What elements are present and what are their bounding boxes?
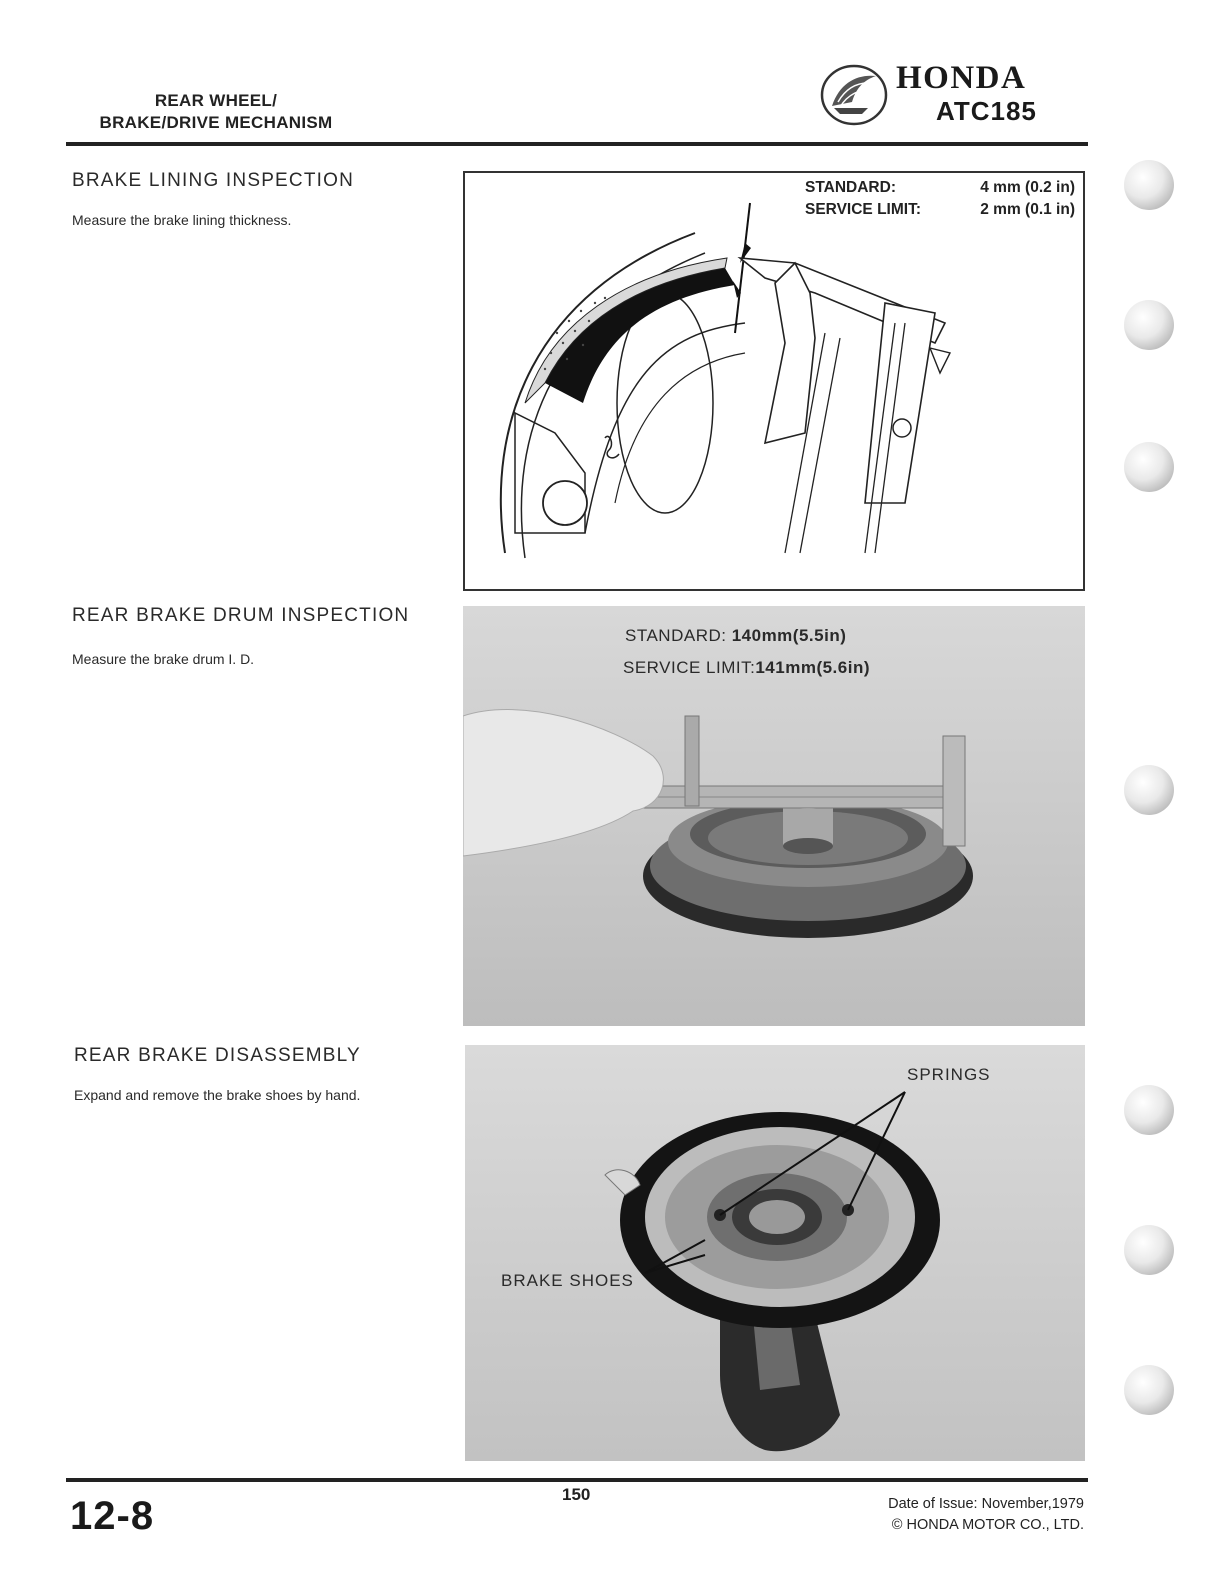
spec-value: 2 mm (0.1 in) <box>980 201 1075 218</box>
spec-label: SERVICE LIMIT: <box>805 201 921 218</box>
binder-hole-icon <box>1124 442 1174 492</box>
model-name: ATC185 <box>936 96 1037 126</box>
lining-spec-standard <box>805 177 1081 199</box>
brake-lining-heading: BRAKE LINING INSPECTION <box>72 170 355 191</box>
binder-hole-icon <box>1124 1225 1174 1275</box>
lining-spec-box <box>805 177 1081 221</box>
binder-hole-icon <box>1124 1365 1174 1415</box>
brake-shoes-callout: BRAKE SHOES <box>501 1271 634 1290</box>
lining-spec-limit <box>805 199 1081 221</box>
drum-limit-value: 141mm(5.6in) <box>755 658 871 677</box>
brake-disassembly-photo <box>465 1045 1085 1461</box>
footer-divider <box>66 1478 1088 1482</box>
issue-info <box>800 1494 1084 1536</box>
section-title <box>66 90 366 134</box>
honda-wing-logo-icon <box>818 62 890 128</box>
issue-date: Date of Issue: November,1979 <box>888 1496 1084 1512</box>
header-divider <box>66 142 1088 146</box>
brake-drum-photo <box>463 606 1085 1026</box>
binder-hole-icon <box>1124 1085 1174 1135</box>
page-code: 12-8 <box>70 1494 155 1538</box>
section-title-line2: BRAKE/DRIVE MECHANISM <box>99 113 333 132</box>
drum-limit-label: SERVICE LIMIT: <box>623 658 756 677</box>
page-number: 150 <box>562 1485 591 1504</box>
springs-callout: SPRINGS <box>907 1065 991 1084</box>
brake-drum-text: Measure the brake drum I. D. <box>72 651 255 667</box>
spec-value: 4 mm (0.2 in) <box>980 179 1075 196</box>
spec-label: STANDARD: <box>805 179 896 196</box>
brake-disassembly-text: Expand and remove the brake shoes by hand. <box>74 1087 361 1103</box>
brake-lining-text: Measure the brake lining thickness. <box>72 212 292 228</box>
binder-hole-icon <box>1124 160 1174 210</box>
brake-drum-heading: REAR BRAKE DRUM INSPECTION <box>72 605 410 626</box>
drum-limit-caption <box>623 658 870 678</box>
section-title-line1: REAR WHEEL/ <box>154 91 278 110</box>
brake-lining-illustration <box>463 171 1085 591</box>
brand-name: HONDA <box>896 60 1027 96</box>
drum-standard-caption <box>625 626 846 646</box>
drum-standard-value: 140mm(5.5in) <box>731 626 847 645</box>
copyright: © HONDA MOTOR CO., LTD. <box>891 1517 1084 1533</box>
binder-hole-icon <box>1124 300 1174 350</box>
binder-hole-icon <box>1124 765 1174 815</box>
drum-standard-label: STANDARD: <box>625 626 732 645</box>
brake-disassembly-heading: REAR BRAKE DISASSEMBLY <box>74 1045 361 1066</box>
